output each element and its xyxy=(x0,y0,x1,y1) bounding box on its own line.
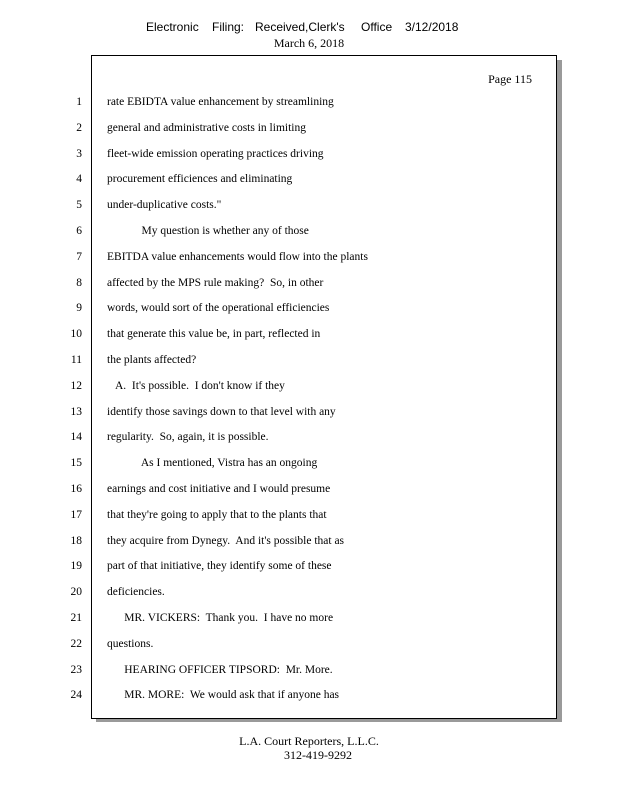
stamp-word-electronic: Electronic xyxy=(146,20,199,34)
transcript-line: earnings and cost initiative and I would presume xyxy=(107,482,331,495)
line-number: 7 xyxy=(76,250,82,263)
transcript-line: A. It's possible. I don't know if they xyxy=(107,379,285,392)
transcript-line: affected by the MPS rule making? So, in other xyxy=(107,276,324,289)
line-number: 5 xyxy=(76,199,82,212)
filed-date: March 6, 2018 xyxy=(273,36,345,50)
stamp-word-filing: Filing: xyxy=(212,20,245,34)
transcript-line: part of that initiative, they identify some of these xyxy=(107,560,332,573)
transcript-line: EBITDA value enhancements would flow into the plants xyxy=(107,250,368,263)
line-number: 1 xyxy=(76,96,82,108)
footer-phone: 312-419-9292 xyxy=(284,748,352,762)
line-number: 24 xyxy=(70,689,82,702)
stamp-word-received: Received,Clerk's xyxy=(255,20,345,34)
line-number: 16 xyxy=(70,482,82,495)
transcript-line: words, would sort of the operational efficiencies xyxy=(107,302,330,315)
line-number: 23 xyxy=(70,663,82,676)
transcript-line: general and administrative costs in limiting xyxy=(107,121,306,134)
stamp-word-office: Office xyxy=(361,20,393,34)
line-number: 9 xyxy=(76,302,82,315)
line-number: 13 xyxy=(70,405,82,418)
transcript-line: they acquire from Dynegy. And it's possible that as xyxy=(107,534,345,547)
transcript-line: that generate this value be, in part, reflected in xyxy=(107,328,321,341)
page-number: Page 115 xyxy=(488,72,532,86)
line-number: 12 xyxy=(70,379,82,392)
transcript-text xyxy=(107,92,547,711)
line-number-column xyxy=(0,92,82,711)
transcript-line: deficiencies. xyxy=(107,586,165,599)
line-number: 11 xyxy=(70,353,82,366)
line-number: 17 xyxy=(70,508,82,521)
transcript-line: identify those savings down to that level with any xyxy=(107,405,336,418)
stamp-word-date: 3/12/2018 xyxy=(405,20,459,34)
line-number: 4 xyxy=(76,173,82,186)
line-number: 19 xyxy=(70,560,82,573)
footer-company: L.A. Court Reporters, L.L.C. xyxy=(239,734,379,748)
transcript-line: HEARING OFFICER TIPSORD: Mr. More. xyxy=(107,663,333,676)
line-number: 8 xyxy=(76,276,82,289)
line-number: 22 xyxy=(70,637,82,650)
transcript-line: fleet-wide emission operating practices driving xyxy=(107,147,324,160)
transcript-line: MR. VICKERS: Thank you. I have no more xyxy=(107,611,334,624)
line-number: 10 xyxy=(70,328,82,341)
line-number: 20 xyxy=(70,586,82,599)
line-number: 21 xyxy=(70,611,82,624)
line-number: 6 xyxy=(76,224,82,237)
transcript-line: that they're going to apply that to the plants that xyxy=(107,508,327,521)
transcript-line: the plants affected? xyxy=(107,353,197,366)
line-number: 3 xyxy=(76,147,82,160)
transcript-line: My question is whether any of those xyxy=(107,224,309,237)
transcript-line: rate EBIDTA value enhancement by streamlining xyxy=(107,96,334,108)
transcript-line: MR. MORE: We would ask that if anyone has xyxy=(107,689,340,702)
transcript-line: regularity. So, again, it is possible. xyxy=(107,431,269,444)
transcript-line: As I mentioned, Vistra has an ongoing xyxy=(107,457,318,470)
line-number: 14 xyxy=(70,431,82,444)
transcript-line: procurement efficiences and eliminating xyxy=(107,173,293,186)
line-number: 2 xyxy=(76,121,82,134)
line-number: 15 xyxy=(70,457,82,470)
line-number: 18 xyxy=(70,534,82,547)
transcript-line: questions. xyxy=(107,637,154,650)
transcript-line: under-duplicative costs." xyxy=(107,199,222,212)
